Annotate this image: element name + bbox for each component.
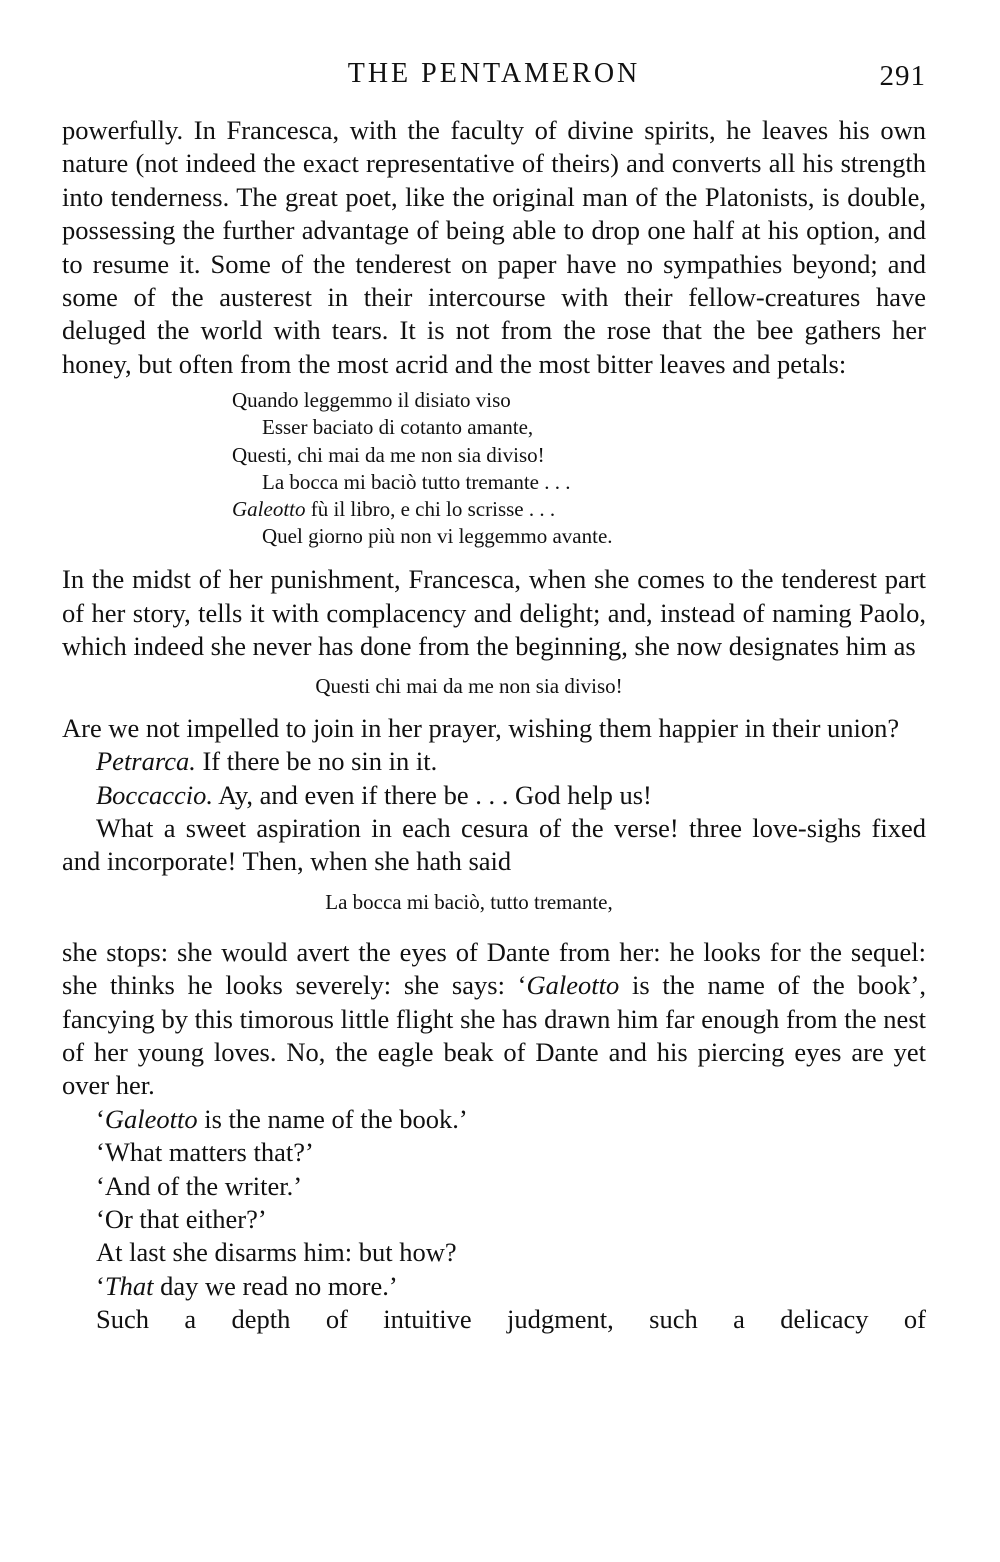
body-text: [62, 114, 926, 1337]
dialogue-boccaccio: [62, 779, 926, 812]
running-head: [62, 58, 926, 98]
dialogue-line-6-open: ‘: [96, 1270, 105, 1301]
verse-line-1: Quando leggemmo il disiato viso: [232, 388, 511, 413]
verse-line-5: [232, 496, 926, 523]
petrarca-speech: If there be no sin in it.: [195, 746, 438, 777]
verse-quotation: [232, 387, 926, 550]
speaker-boccaccio: Boccaccio.: [96, 779, 213, 810]
paragraph-aspiration: What a sweet aspiration in each cesura of the verse! three love-sighs fixed and incorporate! Then, when she hath said: [62, 812, 926, 877]
verse-line-4: La bocca mi baciò tutto tremante . . .: [262, 469, 571, 494]
paragraph-powerfully: powerfully. In Francesca, with the faculty of divine spirits, he leaves his own nature (not indeed the exact representative of theirs) and converts all his strength into tenderness. The great poet, like the original man of the Platonists, is double, possessing the further advantage of being able to drop one half at his option, and to resume it. Some of the tenderest on paper have no sympathies beyond; and some of the austerest in their intercourse with their fellow-creatures have deluged the world with tears. It is not from the rose that the bee gathers her honey, but often from the most acrid and the most bitter leaves and petals:: [62, 115, 926, 379]
quote-bocca: La bocca mi baciò, tutto tremante,: [325, 889, 613, 914]
verse-line-2: Esser baciato di cotanto amante,: [262, 415, 534, 440]
dialogue-line-2: ‘What matters that?’: [96, 1137, 314, 1168]
dialogue-line-6-rest: day we read no more.’: [153, 1270, 398, 1301]
she-stops-text-2: is the name of the book’, fancying by this timorous little flight she has drawn him far enough from the nest of her young loves. No, the eagle beak of Dante and his piercing eyes are yet over her.: [62, 970, 926, 1101]
page-number: 291: [879, 60, 926, 92]
dialogue-line-5: At last she disarms him: but how?: [96, 1237, 457, 1268]
verse-title-galeotto: Galeotto: [232, 497, 306, 522]
she-stops-text-1: she stops: she would avert the eyes of Dante from her: he looks for the sequel: she thinks he looks severely: she says: ‘: [62, 936, 926, 1001]
dialogue-line-1-open: ‘: [96, 1103, 105, 1134]
dialogue-line-6: [62, 1270, 926, 1303]
verse-line-6: Quel giorno più non vi leggemmo avante.: [262, 524, 613, 549]
verse-line-5-rest: fù il libro, e chi lo scrisse . . .: [305, 497, 556, 522]
paragraph-prayer: Are we not impelled to join in her prayer, wishing them happier in their union?: [62, 712, 900, 743]
paragraph-depth: Such a depth of intuitive judgment, such a delicacy of: [96, 1304, 926, 1335]
speaker-petrarca: Petrarca.: [96, 746, 196, 777]
dialogue-line-1-galeotto: Galeotto: [104, 1103, 198, 1134]
dialogue-petrarca: [62, 745, 926, 778]
boccaccio-speech: Ay, and even if there be . . . God help us!: [212, 779, 652, 810]
paragraph-she-stops: [62, 936, 926, 1103]
she-stops-galeotto: Galeotto: [526, 970, 620, 1001]
dialogue-line-3: ‘And of the writer.’: [96, 1170, 303, 1201]
verse-line-3: Questi, chi mai da me non sia diviso!: [232, 442, 545, 467]
dialogue-line-6-that: That: [104, 1270, 154, 1301]
quote-questi: Questi chi mai da me non sia diviso!: [315, 673, 623, 698]
dialogue-line-1: [62, 1103, 926, 1136]
paragraph-punishment: In the midst of her punishment, Francesca, when she comes to the tenderest part of her story, tells it with complacency and delight; and, instead of naming Paolo, which indeed she never has done from the beginning, she now designates him as: [62, 564, 926, 662]
running-title: THE PENTAMERON: [347, 58, 641, 89]
dialogue-line-1-rest: is the name of the book.’: [197, 1103, 468, 1134]
dialogue-line-4: ‘Or that either?’: [96, 1203, 267, 1234]
